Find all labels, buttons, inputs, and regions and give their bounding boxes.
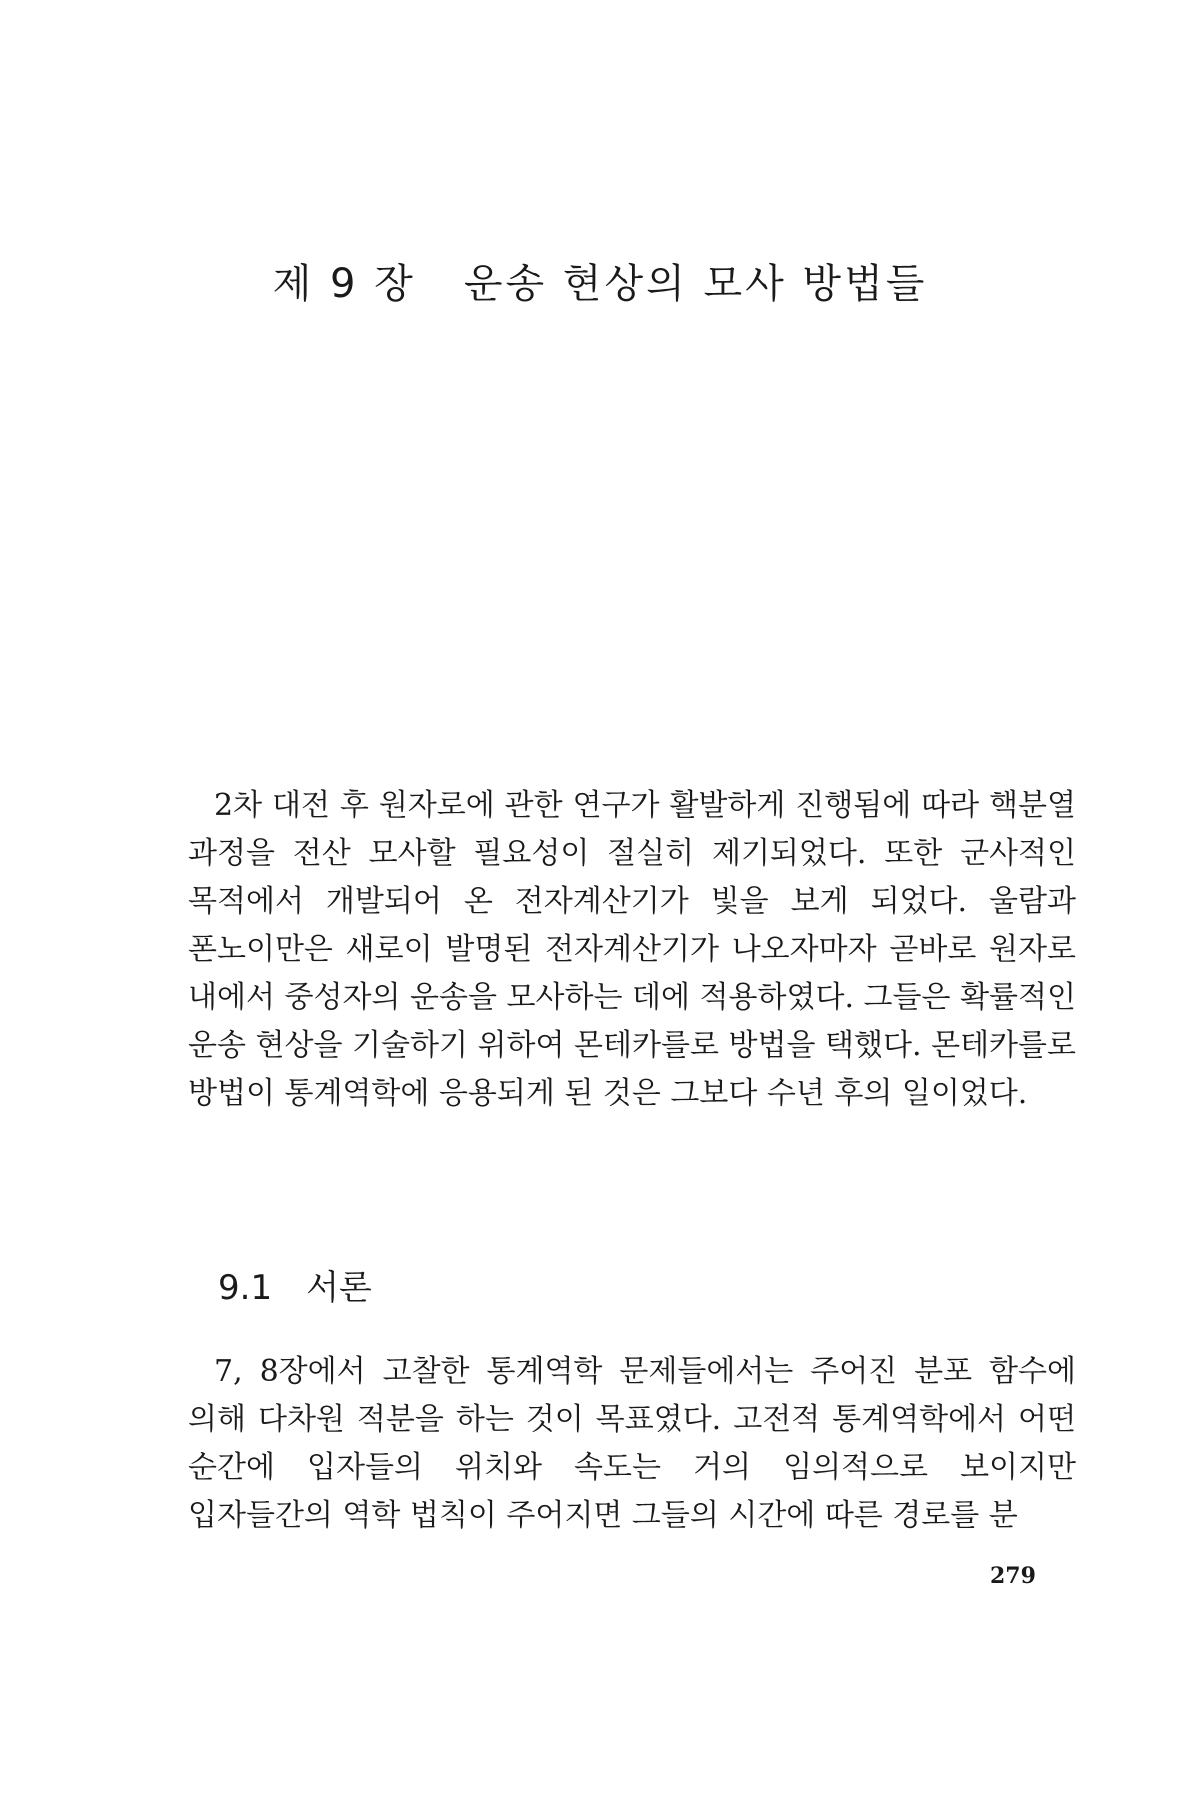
intro-paragraph: 2차 대전 후 원자로에 관한 연구가 활발하게 진행됨에 따라 핵분열 과정을 전산 모사할 필요성이 절실히 제기되었다. 또한 군사적인 목적에서 개발되어 온 전자계산기가 빛을 보게 되었다. 울람과 폰노이만은 새로이 발명된 전자계산기가 나오자마자 곧바로 원자로 내에서 중성자의 운송을 모사하는 데에 적용하였다. 그들은 확률적인 운송 현상을 기술하기 위하여 몬테카를로 방법을 택했다. 몬테카를로 방법이 통계역학에 응용되게 된 것은 그보다 수년 후의 일이었다. <box>188 788 1076 1111</box>
section-title: 서론 <box>306 1268 372 1308</box>
section-number: 9.1 <box>218 1268 273 1308</box>
section-paragraph: 7, 8장에서 고찰한 통계역학 문제들에서는 주어진 분포 함수에 의해 다차원 적분을 하는 것이 목표였다. 고전적 통계역학에서 어떤 순간에 입자들의 위치와 속도는 거의 임의적으로 보이지만 입자들간의 역학 법칙이 주어지면 그들의 시간에 따른 경로를 분 <box>188 1354 1076 1533</box>
chapter-number: 제 9 장 <box>272 261 416 307</box>
section-heading <box>218 1260 372 1309</box>
chapter-title-text: 운송 현상의 모사 방법들 <box>463 261 928 307</box>
page-number: 279 <box>990 1563 1036 1589</box>
chapter-title <box>0 252 1200 309</box>
